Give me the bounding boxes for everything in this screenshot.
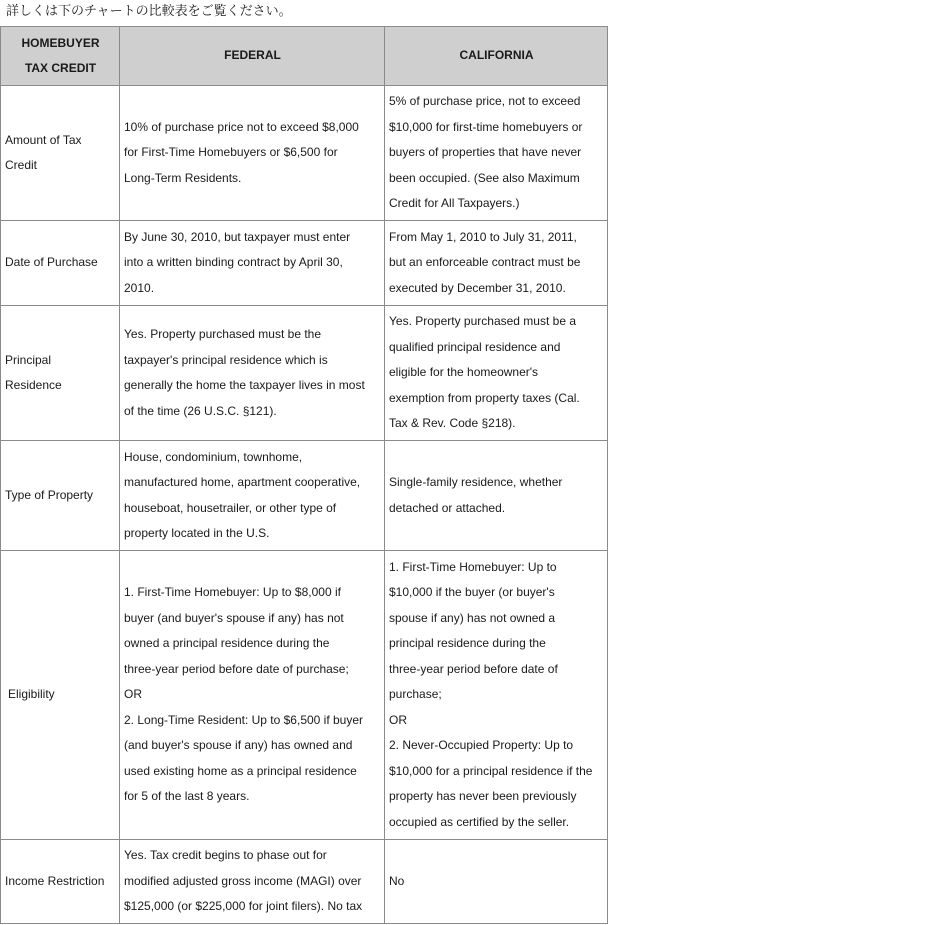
header-california: CALIFORNIA: [385, 27, 608, 86]
table-row: [1, 86, 608, 221]
cell-line: 1. First-Time Homebuyer: Up to $8,000 if: [124, 585, 341, 600]
cell-line: $125,000 (or $225,000 for joint filers). No tax: [124, 899, 363, 914]
comparison-table: [0, 26, 608, 924]
cell-line: purchase;: [389, 687, 442, 702]
cell-line: No: [389, 873, 405, 888]
federal-cell: [120, 221, 385, 306]
cell-line: Income Restriction: [5, 873, 105, 888]
cell-line: manufactured home, apartment cooperative,: [124, 475, 361, 489]
cell-line: generally the home the taxpayer lives in most: [124, 378, 365, 392]
cell-line: 2. Never-Occupied Property: Up to: [389, 738, 574, 753]
cell-line: House, condominium, townhome,: [124, 449, 303, 464]
cell-line: qualified principal residence and: [389, 339, 561, 354]
california-cell: [385, 840, 608, 924]
cell-line: Principal: [5, 352, 52, 367]
row-label: [1, 441, 120, 551]
table-body: [1, 86, 608, 924]
cell-line: 10% of purchase price not to exceed $8,000: [124, 119, 359, 134]
federal-cell: [120, 840, 385, 924]
header-homebuyer-tax-credit: [1, 27, 120, 86]
table-row: [1, 221, 608, 306]
row-label: [1, 221, 120, 306]
cell-line: By June 30, 2010, but taxpayer must enter: [124, 229, 351, 244]
cell-line: $10,000 for a principal residence if the: [389, 763, 593, 778]
cell-line: Yes. Property purchased must be a: [389, 314, 576, 329]
cell-line: Yes. Tax credit begins to phase out for: [124, 848, 327, 863]
header-federal: FEDERAL: [120, 27, 385, 86]
cell-line: used existing home as a principal residence: [124, 763, 357, 778]
cell-line: for First-Time Homebuyers or $6,500 for: [124, 145, 338, 160]
california-cell: [385, 86, 608, 221]
cell-line: Long-Term Residents.: [124, 170, 242, 185]
federal-cell: [120, 441, 385, 551]
cell-line: principal residence during the: [389, 636, 546, 651]
cell-line: $10,000 for first-time homebuyers or: [389, 119, 583, 134]
intro-text: 詳しくは下のチャートの比較表をご覧ください。: [6, 4, 292, 19]
cell-line: but an enforceable contract must be: [389, 255, 581, 270]
table-row: [1, 306, 608, 441]
header-line: HOMEBUYER: [21, 35, 100, 50]
table-row: [1, 441, 608, 551]
federal-cell: [120, 551, 385, 840]
row-label: [1, 306, 120, 441]
cell-line: occupied as certified by the seller.: [389, 814, 570, 829]
cell-line: buyers of properties that have never: [389, 145, 582, 160]
cell-line: property located in the U.S.: [124, 526, 270, 540]
cell-line: Credit: [5, 158, 38, 172]
row-label: [1, 86, 120, 221]
cell-line: been occupied. (See also Maximum: [389, 170, 580, 185]
cell-line: Tax & Rev. Code §218).: [389, 416, 516, 431]
cell-line: 1. First-Time Homebuyer: Up to: [389, 559, 557, 574]
cell-line: spouse if any) has not owned a: [389, 610, 556, 625]
table-row: [1, 551, 608, 840]
cell-line: buyer (and buyer's spouse if any) has not: [124, 610, 344, 625]
cell-line: Credit for All Taxpayers.): [389, 196, 520, 211]
cell-line: of the time (26 U.S.C. §121).: [124, 403, 277, 418]
california-cell: [385, 441, 608, 551]
header-row: [1, 27, 608, 86]
cell-line: into a written binding contract by April 30,: [124, 255, 343, 270]
row-label: [1, 840, 120, 924]
california-cell: [385, 306, 608, 441]
cell-line: OR: [124, 687, 142, 702]
cell-line: 5% of purchase price, not to exceed: [389, 94, 581, 109]
table-row: [1, 840, 608, 924]
federal-cell: [120, 306, 385, 441]
cell-line: Eligibility: [8, 687, 55, 702]
cell-line: Single-family residence, whether: [389, 475, 563, 489]
header-line: TAX CREDIT: [24, 61, 97, 75]
cell-line: for 5 of the last 8 years.: [124, 789, 250, 804]
cell-line: taxpayer's principal residence which is: [124, 352, 328, 367]
cell-line: Date of Purchase: [5, 255, 98, 270]
cell-line: 2. Long-Time Resident: Up to $6,500 if buyer: [124, 712, 364, 727]
cell-line: $10,000 if the buyer (or buyer's: [389, 585, 555, 600]
cell-line: 2010.: [124, 280, 155, 295]
cell-line: OR: [389, 712, 407, 727]
cell-line: (and buyer's spouse if any) has owned and: [124, 738, 353, 753]
row-label: [1, 551, 120, 840]
cell-line: detached or attached.: [389, 500, 506, 515]
cell-line: exemption from property taxes (Cal.: [389, 390, 580, 405]
cell-line: Amount of Tax: [5, 132, 82, 147]
california-cell: [385, 221, 608, 306]
cell-line: owned a principal residence during the: [124, 636, 330, 651]
cell-line: modified adjusted gross income (MAGI) over: [124, 873, 362, 888]
cell-line: three-year period before date of: [389, 661, 558, 676]
cell-line: Type of Property: [5, 487, 94, 502]
cell-line: houseboat, housetrailer, or other type of: [124, 500, 337, 515]
cell-line: Yes. Property purchased must be the: [124, 327, 322, 341]
cell-line: property has never been previously: [389, 789, 577, 804]
cell-line: three-year period before date of purchase;: [124, 661, 349, 676]
california-cell: [385, 551, 608, 840]
cell-line: eligible for the homeowner's: [389, 365, 539, 380]
cell-line: Residence: [5, 378, 62, 392]
cell-line: From May 1, 2010 to July 31, 2011,: [389, 229, 577, 244]
federal-cell: [120, 86, 385, 221]
cell-line: executed by December 31, 2010.: [389, 280, 566, 295]
